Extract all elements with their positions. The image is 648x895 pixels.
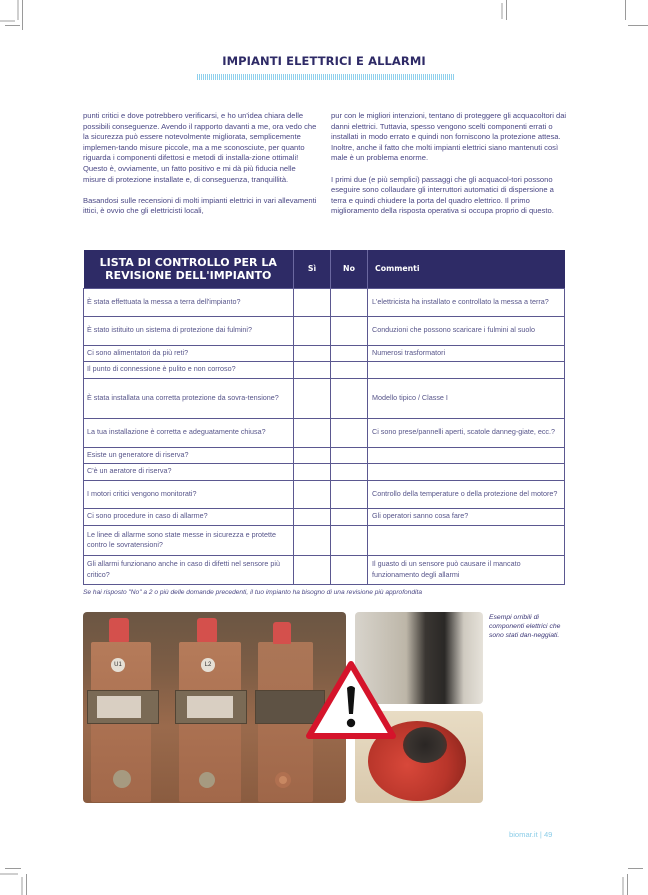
no-checkbox-cell[interactable] <box>331 463 368 480</box>
warning-triangle-icon <box>306 660 396 740</box>
comment-cell: Modello tipico / Classe I <box>368 378 565 418</box>
no-checkbox-cell[interactable] <box>331 361 368 378</box>
question-cell: Gli allarmi funzionano anche in caso di difetti nel sensore più critico? <box>84 555 294 584</box>
crop-mark-bottom-left-h <box>5 868 21 869</box>
no-checkbox-cell[interactable] <box>331 418 368 447</box>
table-row <box>84 316 565 345</box>
no-checkbox-cell[interactable] <box>331 447 368 463</box>
label-disc: U1 <box>111 658 125 672</box>
yes-checkbox-cell[interactable] <box>294 480 331 508</box>
table-row <box>84 555 565 584</box>
crop-mark-bottom-right-v <box>627 874 628 895</box>
no-checkbox-cell[interactable] <box>331 378 368 418</box>
yes-checkbox-cell[interactable] <box>294 316 331 345</box>
no-checkbox-cell[interactable] <box>331 316 368 345</box>
yes-checkbox-cell[interactable] <box>294 361 331 378</box>
crop-mark-bottom-left-v2 <box>21 877 23 895</box>
bolt <box>113 770 131 788</box>
crop-mark-top-left-v2 <box>17 0 19 20</box>
checklist-table <box>83 250 565 585</box>
question-cell: I motori critici vengono monitorati? <box>84 480 294 508</box>
crop-mark-bottom-right-h <box>628 868 643 869</box>
comment-cell <box>368 525 565 555</box>
yes-checkbox-cell[interactable] <box>294 418 331 447</box>
body-column-left <box>83 111 319 228</box>
no-checkbox-cell[interactable] <box>331 555 368 584</box>
yes-checkbox-cell[interactable] <box>294 288 331 316</box>
question-cell: Ci sono procedure in caso di allarme? <box>84 508 294 525</box>
column-header-no: No <box>331 250 368 288</box>
relay-label <box>97 696 141 718</box>
paragraph: Basandosi sulle recensioni di molti impianti elettrici in vari allevamenti ittici, è ovvio che gli elettricisti locali, <box>83 195 317 216</box>
yes-checkbox-cell[interactable] <box>294 525 331 555</box>
table-row <box>84 508 565 525</box>
no-checkbox-cell[interactable] <box>331 288 368 316</box>
yes-checkbox-cell[interactable] <box>294 378 331 418</box>
yes-checkbox-cell[interactable] <box>294 508 331 525</box>
column-header-comments: Commenti <box>368 250 565 288</box>
yes-checkbox-cell[interactable] <box>294 463 331 480</box>
table-row <box>84 288 565 316</box>
crop-mark-top-right-h <box>628 25 648 26</box>
yes-checkbox-cell[interactable] <box>294 555 331 584</box>
relay-label <box>187 696 233 718</box>
question-cell: È stata effettuata la messa a terra dell'impianto? <box>84 288 294 316</box>
question-cell: È stata installata una corretta protezione da sovra-tensione? <box>84 378 294 418</box>
table-row <box>84 480 565 508</box>
label-disc: L2 <box>201 658 215 672</box>
comment-cell: L'elettricista ha installato e controllato la messa a terra? <box>368 288 565 316</box>
table-row <box>84 418 565 447</box>
comment-cell: Controllo della temperature o della protezione del motore? <box>368 480 565 508</box>
title-underline-pattern <box>197 74 454 80</box>
page-number: 49 <box>543 830 553 839</box>
question-cell: Esiste un generatore di riserva? <box>84 447 294 463</box>
crop-mark-top-right-v <box>506 0 507 20</box>
bolt-hole <box>275 772 291 788</box>
table-row <box>84 345 565 361</box>
column-header-yes: Sì <box>294 250 331 288</box>
page-footer <box>509 830 552 839</box>
checklist-title: LISTA DI CONTROLLO PER LA REVISIONE DELL'IMPIANTO <box>84 250 294 288</box>
no-checkbox-cell[interactable] <box>331 525 368 555</box>
crop-mark-top-right-v3 <box>501 3 503 19</box>
comment-cell <box>368 463 565 480</box>
section-title: IMPIANTI ELETTRICI E ALLARMI <box>222 54 426 68</box>
crop-mark-top-right-v2 <box>625 0 626 20</box>
table-row <box>84 525 565 555</box>
comment-cell: Il guasto di un sensore può causare il mancato funzionamento degli allarmi <box>368 555 565 584</box>
crop-mark-top-left-h2 <box>0 20 15 22</box>
crop-mark-bottom-left-h2 <box>0 873 18 875</box>
bolt <box>199 772 215 788</box>
question-cell: Le linee di allarme sono state messe in sicurezza e protette contro le sovratensioni? <box>84 525 294 555</box>
crop-mark-bottom-left-v <box>26 874 27 895</box>
footer-site-link[interactable]: biomar.it <box>509 830 538 839</box>
yes-checkbox-cell[interactable] <box>294 345 331 361</box>
crop-mark-top-left-v <box>22 0 23 30</box>
no-checkbox-cell[interactable] <box>331 508 368 525</box>
comment-cell: Gli operatori sanno cosa fare? <box>368 508 565 525</box>
paragraph: pur con le migliori intenzioni, tentano di proteggere gli acquacoltori dai danni elettrici. Tuttavia, spesso vengono scelti componenti errati o installati in modo errato e quindi non forniscono la protezione attesa. Inoltre, anche il fatto che molti impianti elettrici siano mantenuti così male è un problema enorme. <box>331 111 567 163</box>
paragraph: I primi due (e più semplici) passaggi che gli acquacol-tori possono eseguire sono collaudare gli interruttori automatici di dispersione a terra e quindi chiudere la porta del quadro elettrico. Il primo miglioramento della risposta operativa si occupa proprio di questo. <box>331 174 554 216</box>
comment-cell: Numerosi trasformatori <box>368 345 565 361</box>
question-cell: C'è un aeratore di riserva? <box>84 463 294 480</box>
table-row <box>84 447 565 463</box>
no-checkbox-cell[interactable] <box>331 480 368 508</box>
body-column-right <box>331 111 567 228</box>
comment-cell <box>368 361 565 378</box>
paragraph: punti critici e dove potrebbero verificarsi, e ho un'idea chiara delle possibili conseguenze. Avendo il rapporto davanti a me, ora vedo che la sicurezza può essere notevolmente migliorata, semplicemente implemen-tando misure piccole, ma a me sconosciute, per quanto riguarda i componenti difettosi e metodi di installa-zione ottimali! Questo è, ovviamente, un fatto positivo e mi dà più fiducia nelle misure di protezione installate e, di conseguenza, tranquillità. <box>83 111 317 184</box>
comment-cell <box>368 447 565 463</box>
image-caption: Esempi orribili di componenti elettrici che sono stati dan-neggiati. <box>489 614 561 640</box>
burn-mark <box>403 727 447 763</box>
table-row <box>84 378 565 418</box>
table-row <box>84 361 565 378</box>
question-cell: Il punto di connessione è pulito e non corroso? <box>84 361 294 378</box>
yes-checkbox-cell[interactable] <box>294 447 331 463</box>
crop-mark-bottom-right-v2 <box>622 877 624 895</box>
red-cap <box>273 622 291 644</box>
question-cell: La tua installazione è corretta e adeguatamente chiusa? <box>84 418 294 447</box>
checklist-footnote: Se hai risposto "No" a 2 o più delle domande precedenti, il tuo impianto ha bisogno di una revisione più approfondita <box>83 589 422 596</box>
red-cap <box>197 618 217 642</box>
comment-cell: Conduzioni che possono scaricare i fulmini al suolo <box>368 316 565 345</box>
comment-cell: Ci sono prese/pannelli aperti, scatole danneg-giate, ecc.? <box>368 418 565 447</box>
red-cap <box>109 618 129 642</box>
checklist-header-row <box>84 250 565 288</box>
crop-mark-top-left-h <box>5 25 20 26</box>
footer-separator: | <box>539 830 542 839</box>
no-checkbox-cell[interactable] <box>331 345 368 361</box>
question-cell: Ci sono alimentatori da più reti? <box>84 345 294 361</box>
question-cell: È stato istituito un sistema di protezione dai fulmini? <box>84 316 294 345</box>
table-row <box>84 463 565 480</box>
